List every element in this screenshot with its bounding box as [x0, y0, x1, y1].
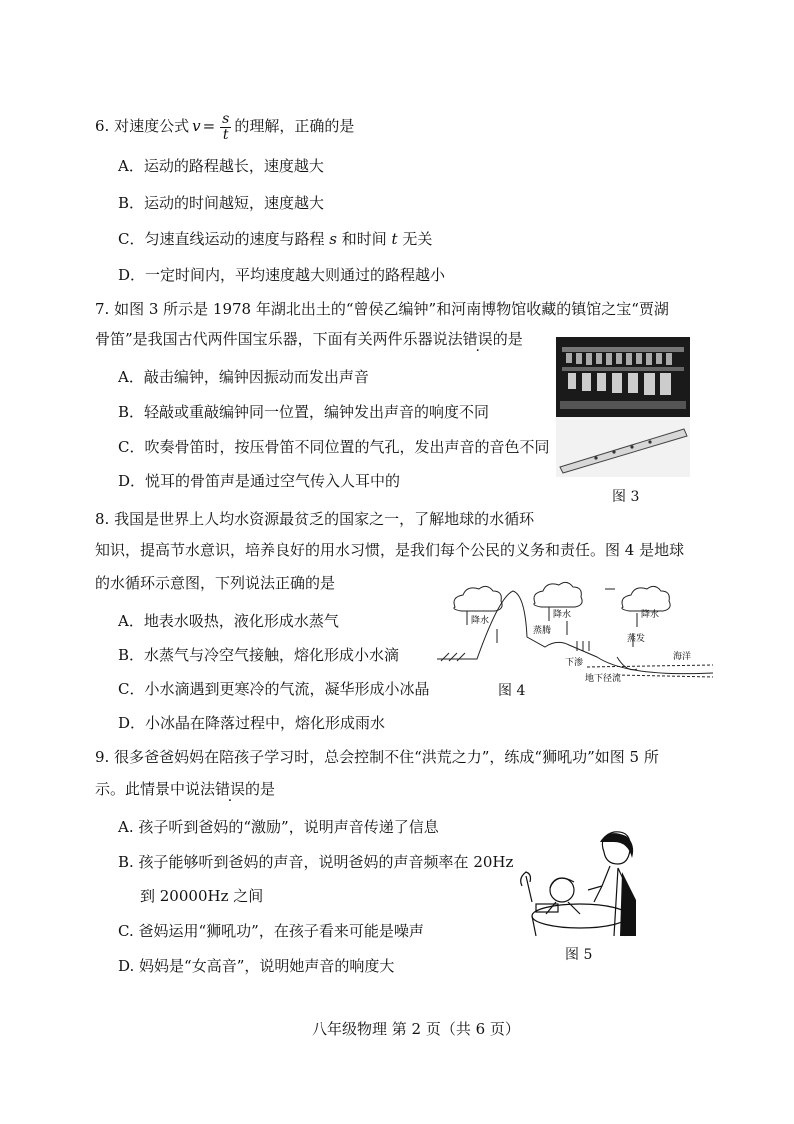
figure-3-svg [556, 337, 690, 477]
q8-stem-line3: 的水循环示意图，下列说法正确的是 [95, 574, 336, 592]
q6-option-d: D．一定时间内，平均速度越大则通过的路程越小 [118, 266, 446, 284]
q6-equals: = [202, 117, 216, 136]
figure-3-caption: 图 3 [612, 489, 640, 505]
q7-stem-line2-post: 的是 [492, 330, 523, 348]
q8-option-b: B．水蒸气与冷空气接触，熔化形成小水滴 [118, 646, 400, 664]
q7-stem-line2-pre: 骨笛”是我国古代两件国宝乐器，下面有关两件乐器说法 [95, 330, 463, 348]
q8-stem-line2: 知识，提高节水意识，培养良好的用水习惯，是我们每个公民的义务和责任。图 4 是地球 [95, 541, 685, 559]
q6-option-a: A．运动的路程越长，速度越大 [118, 157, 324, 175]
q7-stem-line1: 7. 如图 3 所示是 1978 年湖北出土的“曾侯乙编钟”和河南博物馆收藏的镇馆之宝“贾湖 [95, 300, 669, 318]
q9-stem-line2 [95, 778, 275, 799]
q7-option-c: C．吹奏骨笛时，按压骨笛不同位置的气孔，发出声音的音色不同 [118, 438, 550, 456]
q7-option-d: D．悦耳的骨笛声是通过空气传入人耳中的 [118, 472, 401, 490]
q9-stem-line2-post: 的是 [245, 780, 276, 798]
q6-option-c [118, 228, 432, 249]
q6-stem-pre: 6. 对速度公式 [95, 117, 190, 136]
figure-4-caption: 图 4 [498, 683, 526, 699]
q6-option-c-s: s [329, 230, 337, 248]
q6-stem-post: 的理解，正确的是 [234, 117, 355, 136]
q9-stem-line1: 9. 很多爸爸妈妈在陪孩子学习时，总会控制不住“洪荒之力”，练成“狮吼功”如图 5 所 [95, 748, 659, 766]
figure-5-image [510, 828, 660, 940]
q6-fraction [220, 112, 231, 142]
q6-fraction-num: s [222, 111, 230, 127]
figure-4-label-rain-2: 降水 [553, 610, 572, 620]
figure-5-caption: 图 5 [565, 947, 593, 963]
q6-option-b: B．运动的时间越短，速度越大 [118, 194, 325, 212]
figure-4-label-infiltrate: 下渗 [565, 658, 584, 668]
q9-stem-line2-pre: 示。此情景中说法 [95, 780, 216, 798]
q8-stem-line1: 8. 我国是世界上人均水资源最贫乏的国家之一，了解地球的水循环 [95, 510, 535, 528]
q9-option-d: D. 妈妈是“女高音”，说明她声音的响度大 [118, 957, 395, 975]
figure-4-diagram [437, 577, 713, 685]
figure-5-svg [510, 828, 660, 940]
q7-emphasis-wrong: 错误 [462, 330, 493, 348]
q7-stem-line2 [95, 328, 523, 349]
q9-option-a: A. 孩子听到爸妈的“激励”，说明声音传递了信息 [118, 818, 439, 836]
q6-option-c-mid: 和时间 [341, 230, 387, 248]
q7-option-a: A．敲击编钟，编钟因振动而发出声音 [118, 368, 369, 386]
q9-option-c: C. 爸妈运用“狮吼功”，在孩子看来可能是噪声 [118, 922, 424, 940]
q8-option-d: D．小冰晶在降落过程中，熔化形成雨水 [118, 714, 386, 732]
q7-option-b: B．轻敲或重敲编钟同一位置，编钟发出声音的响度不同 [118, 403, 490, 421]
figure-4-label-ocean: 海洋 [673, 652, 692, 662]
figure-4-label-groundwater: 地下径流 [585, 674, 622, 684]
figure-4-label-rain-1: 降水 [471, 616, 490, 626]
q6-v: v [192, 117, 201, 136]
q6-stem [95, 112, 354, 142]
figure-4-label-evap: 蒸发 [627, 634, 646, 644]
q9-emphasis-wrong: 错误 [215, 780, 246, 798]
q8-option-c: C．小水滴遇到更寒冷的气流，凝华形成小冰晶 [118, 680, 430, 698]
figure-4-label-transpire: 蒸腾 [533, 626, 552, 636]
q6-option-c-t: t [391, 230, 398, 248]
q9-option-b-line1: B. 孩子能够听到爸妈的声音，说明爸妈的声音频率在 20Hz [118, 853, 514, 871]
q6-option-c-pre: C．匀速直线运动的速度与路程 [118, 230, 325, 248]
figure-3-image [556, 337, 690, 477]
q8-option-a: A．地表水吸热，液化形成水蒸气 [118, 612, 339, 630]
figure-4-svg [437, 577, 713, 685]
figure-4-label-rain-3: 降水 [641, 610, 660, 620]
q9-option-b-line2: 到 20000Hz 之间 [140, 887, 264, 905]
q6-fraction-den: t [222, 126, 229, 143]
q6-option-c-post: 无关 [402, 230, 433, 248]
page-footer: 八年级物理 第 2 页（共 6 页） [312, 1020, 520, 1038]
